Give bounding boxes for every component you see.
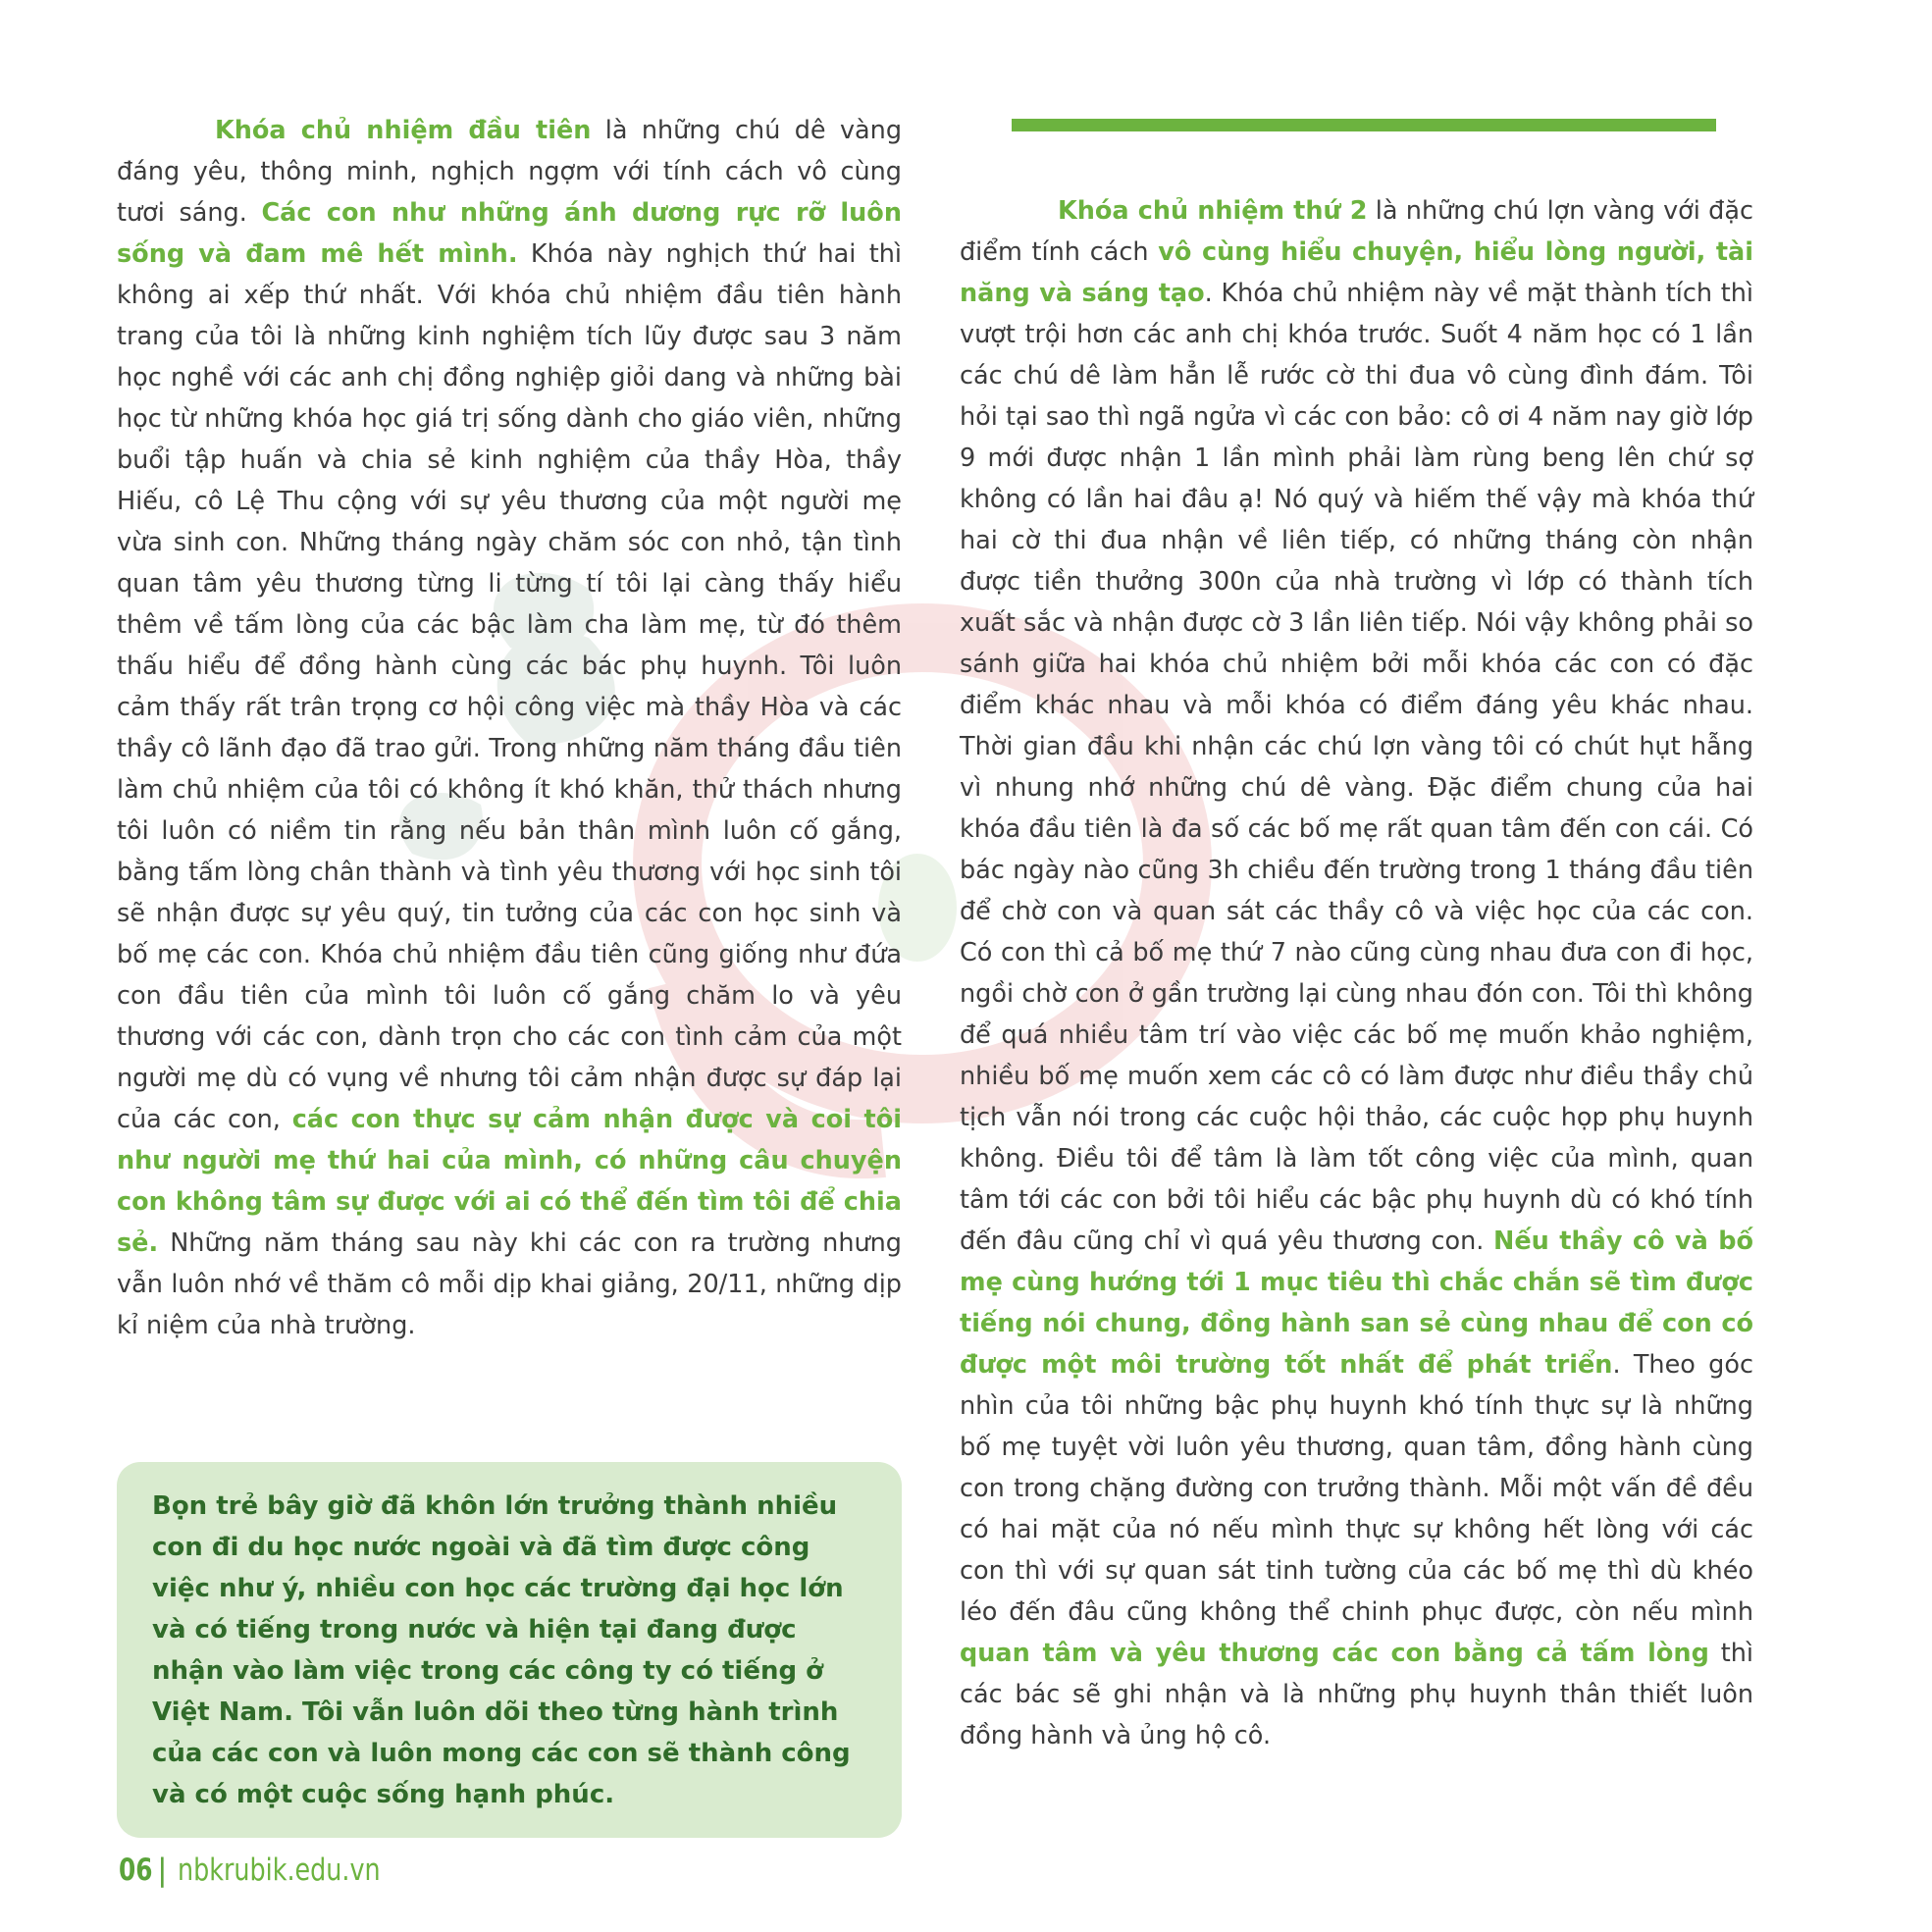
body-text: thì các bác sẽ ghi nhận và là những phụ huynh thân thiết luôn đồng hành và ủng hộ cô.	[960, 1639, 1753, 1750]
highlight-second-cohort: Khóa chủ nhiệm thứ 2	[1058, 196, 1368, 226]
quote-text: Bọn trẻ bây giờ đã khôn lớn trưởng thành nhiều con đi du học nước ngoài và đã tìm được công việc như ý, nhiều con học các trường đại học lớn và có tiếng trong nước và hiện tại đang được nhận vào làm việc trong các công ty có tiếng ở Việt Nam. Tôi vẫn luôn dõi theo từng hành trình của các con và luôn mong các con sẽ thành công và có một cuộc sống hạnh phúc.	[152, 1491, 851, 1809]
right-paragraph	[960, 190, 1753, 1756]
highlight-text: Các con như những ánh dương rực rỡ luôn sống và đam mê hết mình.	[117, 198, 902, 269]
body-text: . Theo góc nhìn của tôi những bậc phụ huynh khó tính thực sự là những bố mẹ tuyệt vời luôn yêu thương, quan tâm, đồng hành cùng con trong chặng đường con trưởng thành. Mỗi một vấn đề đều có hai mặt của nó nếu mình thực sự không hết lòng với các con thì với sự quan sát tinh tường của các bố mẹ thì dù khéo léo đến đâu cũng không thể chinh phục được, còn nếu mình	[960, 1350, 1753, 1627]
highlight-text: Nếu thầy cô và bố mẹ cùng hướng tới 1 mục tiêu thì chắc chắn sẽ tìm được tiếng nói chung, đồng hành san sẻ cùng nhau để con có được một môi trường tốt nhất để phát triển	[960, 1227, 1753, 1380]
body-text: là những chú dê vàng đáng yêu, thông minh, nghịch ngợm với tính cách vô cùng tươi sáng.	[117, 116, 903, 228]
highlight-text: vô cùng hiểu chuyện, hiểu lòng người, tài năng và sáng tạo	[960, 237, 1753, 308]
highlight-text: quan tâm và yêu thương các con bằng cả tấm lòng	[960, 1639, 1709, 1668]
body-text: là những chú lợn vàng với đặc điểm tính cách	[960, 196, 1753, 267]
left-column-text	[117, 110, 902, 1346]
body-text: Khóa này nghịch thứ hai thì không ai xếp thứ nhất. Với khóa chủ nhiệm đầu tiên hành trang của tôi là những kinh nghiệm tích lũy được sau 3 năm học nghề với các anh chị đồng nghiệp giỏi dang và những bài học từ những khóa học giá trị sống dành cho giáo viên, những buổi tập huấn và chia sẻ kinh nghiệm của thầy Hòa, thầy Hiếu, cô Lệ Thu cộng với sự yêu thương của một người mẹ vừa sinh con. Những tháng ngày chăm sóc con nhỏ, tận tình quan tâm yêu thương từng li từng tí tôi lại càng thấy hiểu thêm về tấm lòng của các bậc làm cha làm mẹ, từ đó thêm thấu hiểu để đồng hành cùng các bác phụ huynh. Tôi luôn cảm thấy rất trân trọng cơ hội công việc mà thầy Hòa và các thầy cô lãnh đạo đã trao gửi. Trong những năm tháng đầu tiên làm chủ nhiệm của tôi có không ít khó khăn, thử thách nhưng tôi luôn có niềm tin rằng nếu bản thân mình luôn cố gắng, bằng tấm lòng chân thành và tình yêu thương với học sinh tôi sẽ nhận được sự yêu quý, tin tưởng của các con học sinh và bố mẹ các con. Khóa chủ nhiệm đầu tiên cũng giống như đứa con đầu tiên của mình tôi luôn cố gắng chăm lo và yêu thương với các con, dành trọn cho các con tình cảm của một người mẹ dù có vụng về nhưng tôi cảm nhận được sự đáp lại của các con,	[117, 239, 902, 1134]
right-column-text	[960, 190, 1753, 1756]
highlight-first-cohort: Khóa chủ nhiệm đầu tiên	[215, 116, 592, 145]
quote-box	[117, 1462, 902, 1838]
footer-separator: |	[157, 1853, 168, 1888]
body-text: . Khóa chủ nhiệm này về mặt thành tích thì vượt trội hơn các anh chị khóa trước. Suốt 4 năm học có 1 lần các chú dê làm hẳn lễ rước cờ thi đua vô cùng đình đám. Tôi hỏi tại sao thì ngã ngửa vì các con bảo: cô ơi 4 năm nay giờ lớp 9 mới được nhận 1 lần mình phải làm rùng beng lên chứ sợ không có lần hai đâu ạ! Nó quý và hiếm thế vậy mà khóa thứ hai cờ thi đua nhận về liên tiếp, có những tháng còn nhận được tiền thưởng 300n của nhà trường vì lớp có thành tích xuất sắc và nhận được cờ 3 lần liên tiếp. Nói vậy không phải so sánh giữa hai khóa chủ nhiệm bởi mỗi khóa các con có đặc điểm khác nhau và mỗi khóa có điểm đáng yêu khác nhau. Thời gian đầu khi nhận các chú lợn vàng tôi có chút hụt hẫng vì nhung nhớ những chú dê vàng. Đặc điểm chung của hai khóa đầu tiên là đa số các bố mẹ rất quan tâm đến con cái. Có bác ngày nào cũng 3h chiều đến trường trong 1 tháng đầu tiên để chờ con và quan sát các thầy cô và việc học của các con. Có con thì cả bố mẹ thứ 7 nào cũng cùng nhau đưa con đi học, ngồi chờ con ở gần trường lại cùng nhau đón con. Tôi thì không để quá nhiều tâm trí vào việc các bố mẹ muốn khảo nghiệm, nhiều bố mẹ muốn xem các cô có làm được như điều thầy chủ tịch vẫn nói trong các cuộc hội thảo, các cuộc họp phụ huynh không. Điều tôi để tâm là làm tốt công việc của mình, quan tâm tới các con bởi tôi hiểu các bậc phụ huynh dù có khó tính đến đâu cũng chỉ vì quá yêu thương con.	[960, 279, 1753, 1256]
page-footer	[119, 1849, 425, 1892]
decorative-green-bar	[1012, 119, 1716, 131]
page-number: 06	[119, 1853, 153, 1888]
body-text: Những năm tháng sau này khi các con ra trường nhưng vẫn luôn nhớ về thăm cô mỗi dịp khai giảng, 20/11, những dịp kỉ niệm của nhà trường.	[117, 1228, 902, 1340]
left-paragraph	[117, 110, 902, 1346]
highlight-text: các con thực sự cảm nhận được và coi tôi như người mẹ thứ hai của mình, có những câu chuyện con không tâm sự được với ai có thể đến tìm tôi để chia sẻ.	[117, 1105, 902, 1258]
website-link[interactable]: nbkrubik.edu.vn	[177, 1853, 381, 1888]
